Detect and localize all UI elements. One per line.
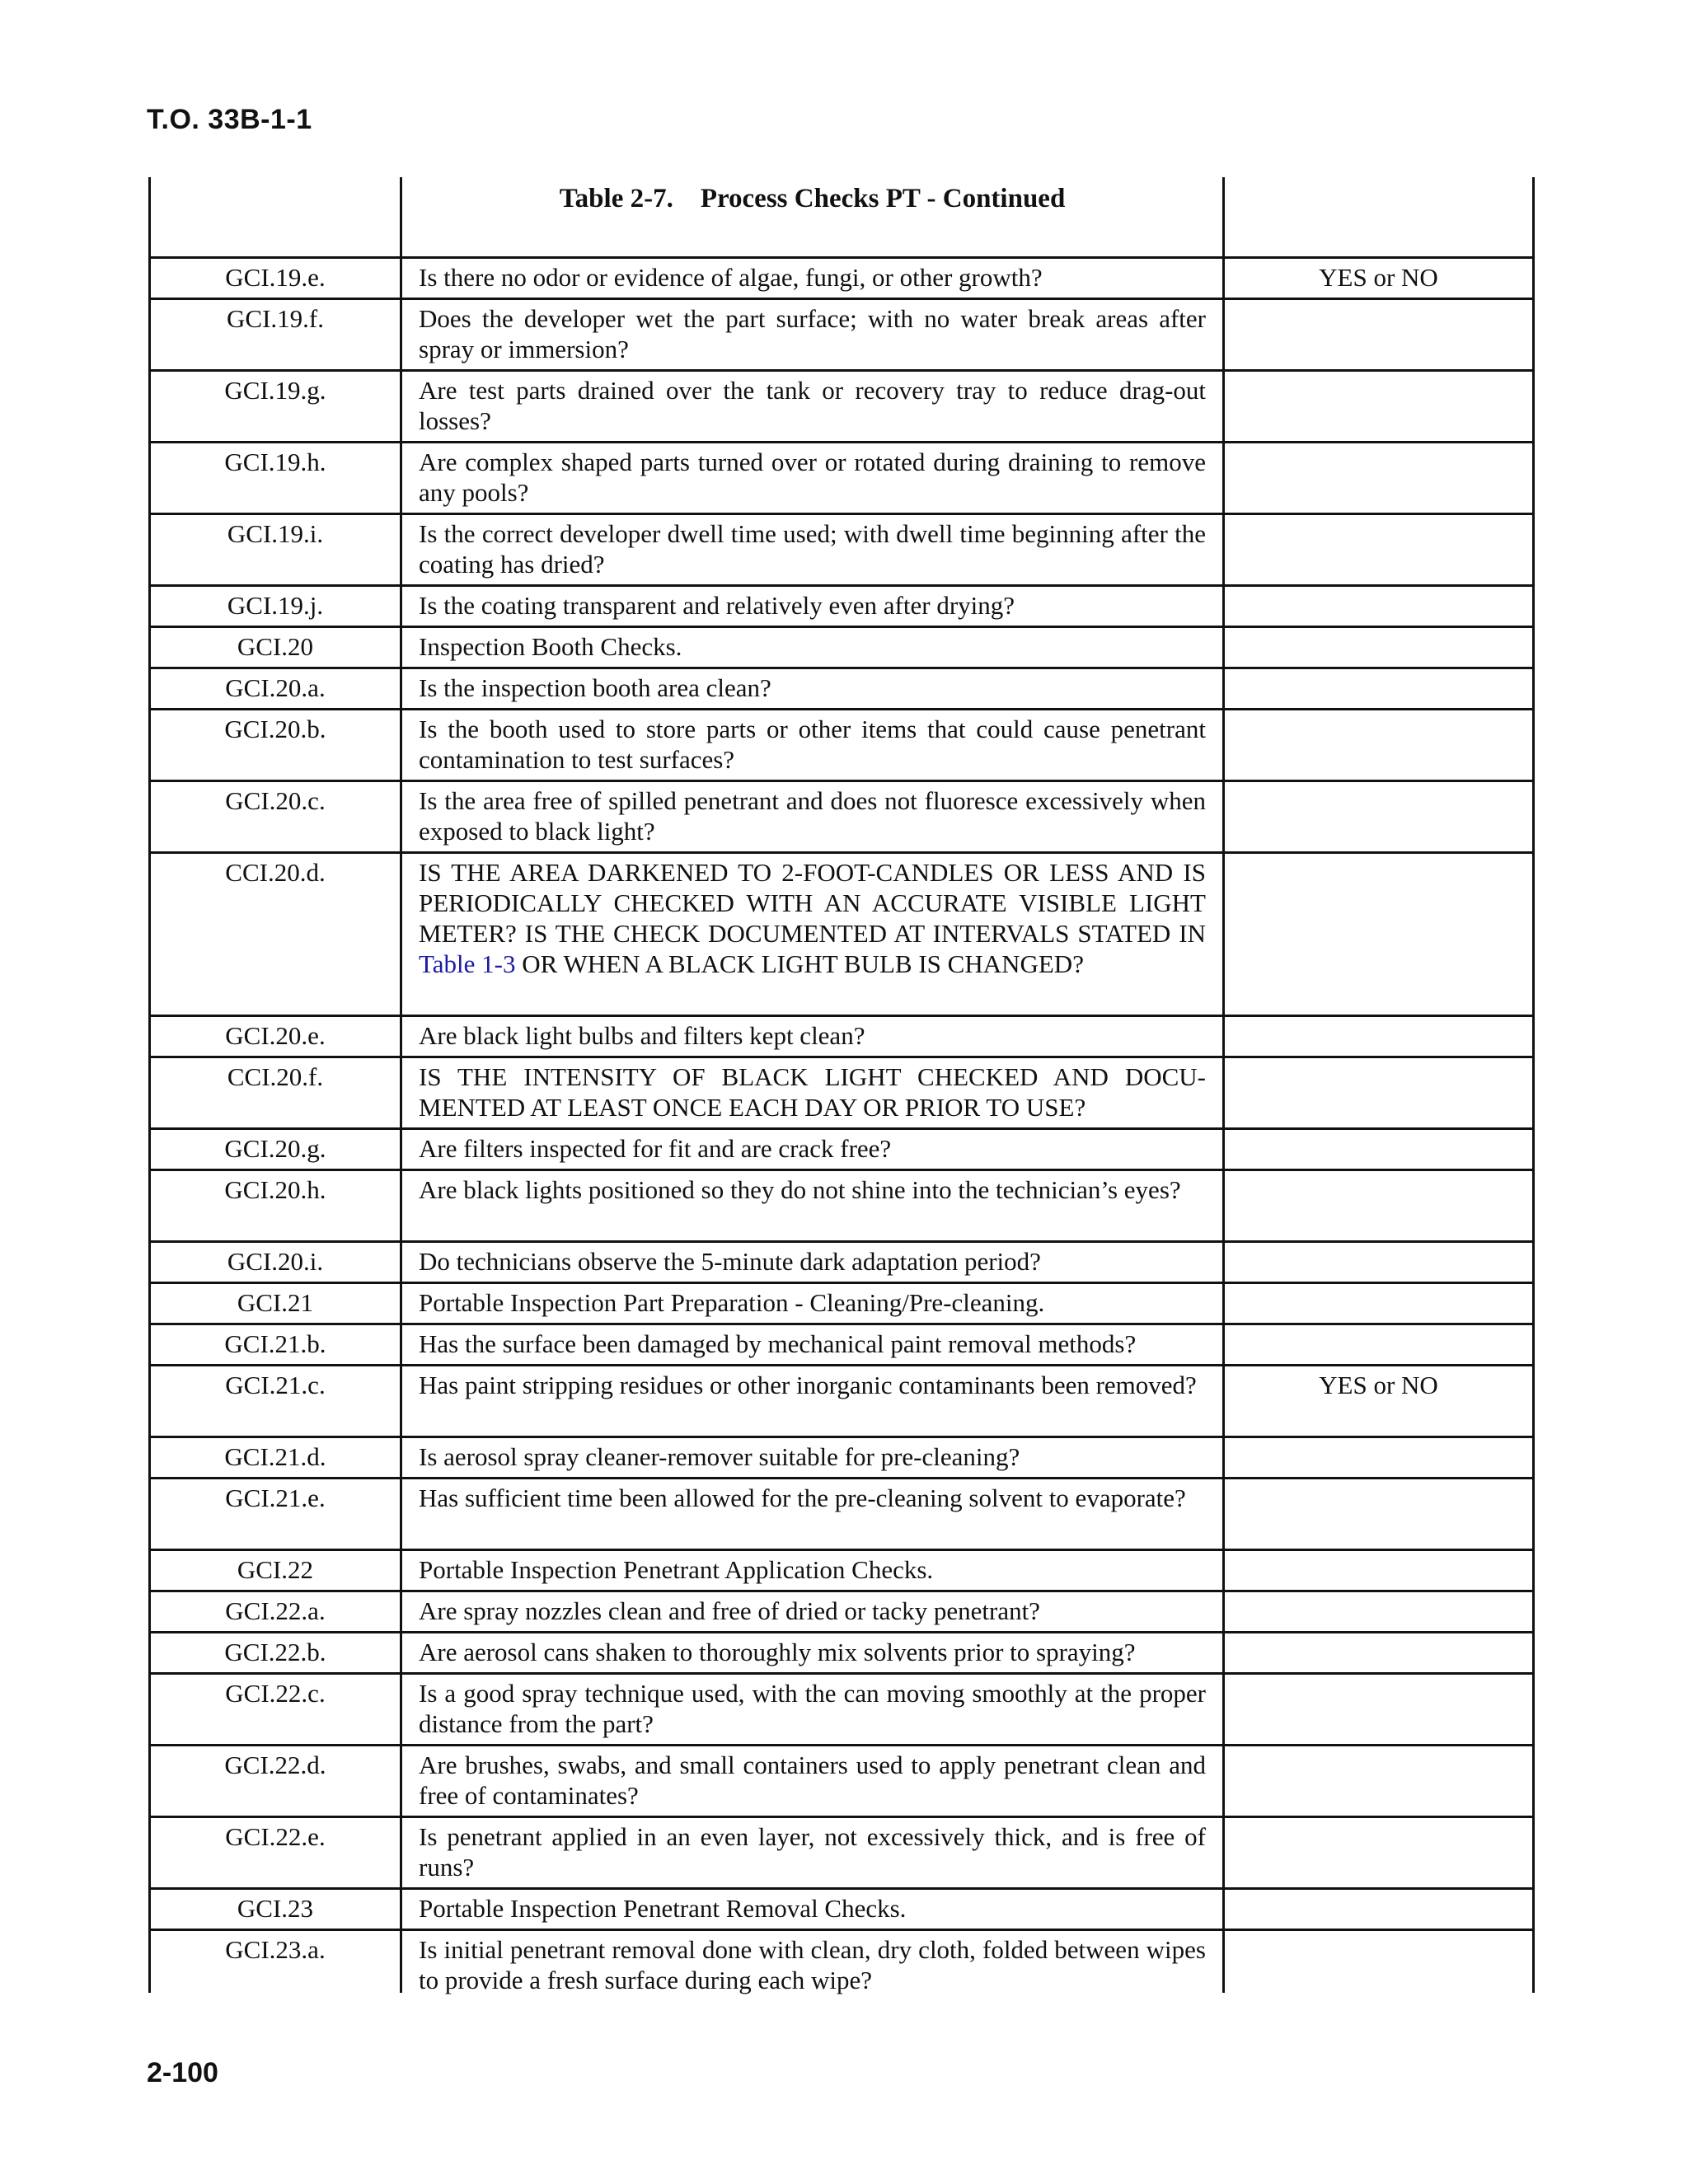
check-code: GCI.22.d. — [151, 1746, 402, 1816]
check-description: Inspection Booth Checks. — [402, 628, 1225, 667]
check-code: GCI.19.h. — [151, 443, 402, 513]
check-code: GCI.21.e. — [151, 1479, 402, 1549]
check-description: Are test parts drained over the tank or recovery tray to reduce drag-out losses? — [402, 372, 1225, 441]
table-row — [151, 1366, 1532, 1438]
table-row — [151, 1171, 1532, 1243]
check-description: Is initial penetrant removal done with clean, dry cloth, folded between wipes to provide a fresh surface during each wipe? — [402, 1931, 1225, 1993]
title-spacer-right — [1225, 177, 1532, 256]
answer-cell — [1225, 1017, 1532, 1056]
answer-cell — [1225, 1890, 1532, 1929]
check-code: GCI.22.b. — [151, 1633, 402, 1672]
table-body — [151, 259, 1532, 1993]
check-code: CCI.20.d. — [151, 854, 402, 1015]
table-row — [151, 1592, 1532, 1633]
check-description: Has paint stripping residues or other inorganic contaminants been removed? — [402, 1366, 1225, 1436]
table-title: Table 2-7. Process Checks PT - Continued — [402, 177, 1225, 256]
table-row — [151, 1931, 1532, 1993]
table-row — [151, 1479, 1532, 1551]
table-row — [151, 587, 1532, 628]
table-row — [151, 1130, 1532, 1171]
check-code: GCI.23 — [151, 1890, 402, 1929]
check-description: Are complex shaped parts turned over or rotated during draining to remove any pools? — [402, 443, 1225, 513]
check-code: CCI.20.f. — [151, 1058, 402, 1127]
table-row — [151, 854, 1532, 1017]
check-code: GCI.23.a. — [151, 1931, 402, 1993]
check-description: Portable Inspection Part Preparation - Cleaning/Pre-cleaning. — [402, 1284, 1225, 1323]
answer-cell — [1225, 300, 1532, 369]
table-row — [151, 1243, 1532, 1284]
check-code: GCI.21.d. — [151, 1438, 402, 1477]
check-description: Is aerosol spray cleaner-remover suitable for pre-cleaning? — [402, 1438, 1225, 1477]
answer-cell — [1225, 669, 1532, 708]
check-description: Is the coating transparent and relatively even after drying? — [402, 587, 1225, 626]
check-code: GCI.21 — [151, 1284, 402, 1323]
check-description — [402, 854, 1225, 1015]
table-row — [151, 372, 1532, 443]
check-code: GCI.19.i. — [151, 515, 402, 584]
table-row — [151, 259, 1532, 300]
title-spacer-left — [151, 177, 402, 256]
answer-cell — [1225, 628, 1532, 667]
check-code: GCI.19.e. — [151, 259, 402, 298]
answer-cell — [1225, 710, 1532, 780]
answer-cell — [1225, 1171, 1532, 1240]
check-description: Is the inspection booth area clean? — [402, 669, 1225, 708]
answer-cell — [1225, 1931, 1532, 1993]
check-code: GCI.21.b. — [151, 1325, 402, 1364]
check-description: Has sufficient time been allowed for the pre-cleaning solvent to evaporate? — [402, 1479, 1225, 1549]
answer-cell — [1225, 1675, 1532, 1744]
check-description: Are brushes, swabs, and small containers used to apply penetrant clean and free of contaminates? — [402, 1746, 1225, 1816]
answer-cell — [1225, 1633, 1532, 1672]
check-description: Are filters inspected for fit and are crack free? — [402, 1130, 1225, 1169]
check-code: GCI.21.c. — [151, 1366, 402, 1436]
answer-cell — [1225, 1130, 1532, 1169]
answer-cell: YES or NO — [1319, 1371, 1438, 1399]
answer-cell — [1225, 1284, 1532, 1323]
table-row — [151, 300, 1532, 372]
answer-cell — [1225, 1325, 1532, 1364]
table-row — [151, 1284, 1532, 1325]
check-description: Portable Inspection Penetrant Application Checks. — [402, 1551, 1225, 1590]
table-row — [151, 1675, 1532, 1746]
answer-cell — [1225, 587, 1532, 626]
answer-cell — [1225, 443, 1532, 513]
check-code: GCI.20.c. — [151, 782, 402, 851]
table-row — [151, 1633, 1532, 1675]
answer-cell — [1225, 854, 1532, 1015]
table-row — [151, 1551, 1532, 1592]
table-row — [151, 782, 1532, 854]
answer-cell — [1225, 1551, 1532, 1590]
table-row — [151, 669, 1532, 710]
table-row — [151, 1017, 1532, 1058]
answer-cell — [1225, 1479, 1532, 1549]
check-description: Is the area free of spilled penetrant and does not fluoresce excessively when exposed to black light? — [402, 782, 1225, 851]
process-checks-table — [148, 177, 1535, 1993]
check-code: GCI.20.h. — [151, 1171, 402, 1240]
answer-cell — [1225, 1438, 1532, 1477]
document-id: T.O. 33B-1-1 — [147, 104, 312, 135]
answer-cell: YES or NO — [1319, 263, 1438, 292]
answer-cell — [1225, 1243, 1532, 1282]
table-title-row — [151, 177, 1532, 259]
description-text: OR WHEN A BLACK LIGHT BULB IS CHANGED? — [515, 949, 1084, 978]
check-description: Are spray nozzles clean and free of dried or tacky penetrant? — [402, 1592, 1225, 1631]
check-description: Portable Inspection Penetrant Removal Checks. — [402, 1890, 1225, 1929]
answer-cell — [1225, 515, 1532, 584]
check-description: Are black lights positioned so they do not shine into the technician’s eyes? — [402, 1171, 1225, 1240]
answer-cell — [1225, 782, 1532, 851]
table-row — [151, 515, 1532, 587]
check-code: GCI.22.c. — [151, 1675, 402, 1744]
table-row — [151, 443, 1532, 515]
check-code: GCI.20.i. — [151, 1243, 402, 1282]
check-description: Does the developer wet the part surface; with no water break areas after spray or immersion? — [402, 300, 1225, 369]
check-description: Are black light bulbs and filters kept clean? — [402, 1017, 1225, 1056]
check-code: GCI.22.a. — [151, 1592, 402, 1631]
check-description: IS THE INTENSITY OF BLACK LIGHT CHECKED AND DOCU-MENTED AT LEAST ONCE EACH DAY OR PRIOR TO USE? — [402, 1058, 1225, 1127]
table-reference-link[interactable]: Table 1-3 — [419, 949, 516, 978]
table-row — [151, 628, 1532, 669]
check-code: GCI.20.e. — [151, 1017, 402, 1056]
check-code: GCI.19.g. — [151, 372, 402, 441]
check-description: Is penetrant applied in an even layer, not excessively thick, and is free of runs? — [402, 1818, 1225, 1887]
check-description: Is a good spray technique used, with the can moving smoothly at the proper distance from the part? — [402, 1675, 1225, 1744]
answer-cell — [1225, 1058, 1532, 1127]
answer-cell — [1225, 1746, 1532, 1816]
check-description: Do technicians observe the 5-minute dark adaptation period? — [402, 1243, 1225, 1282]
table-row — [151, 710, 1532, 782]
table-row — [151, 1325, 1532, 1366]
check-code: GCI.22.e. — [151, 1818, 402, 1887]
check-description: Are aerosol cans shaken to thoroughly mix solvents prior to spraying? — [402, 1633, 1225, 1672]
check-code: GCI.20.b. — [151, 710, 402, 780]
check-code: GCI.20 — [151, 628, 402, 667]
check-code: GCI.22 — [151, 1551, 402, 1590]
table-row — [151, 1890, 1532, 1931]
table-row — [151, 1438, 1532, 1479]
check-code: GCI.19.j. — [151, 587, 402, 626]
check-description: Is the booth used to store parts or other items that could cause penetrant contamination to test surfaces? — [402, 710, 1225, 780]
answer-cell — [1225, 1592, 1532, 1631]
check-code: GCI.20.g. — [151, 1130, 402, 1169]
check-description: Has the surface been damaged by mechanical paint removal methods? — [402, 1325, 1225, 1364]
description-text: IS THE AREA DARKENED TO 2-FOOT-CANDLES OR LESS AND IS PERIODICALLY CHECKED WITH AN ACCURATE VISIBLE LIGHT METER? IS THE CHECK DOCUMENTED AT INTERVALS STATED IN — [419, 858, 1206, 948]
check-description: Is there no odor or evidence of algae, fungi, or other growth? — [402, 259, 1225, 298]
table-row — [151, 1818, 1532, 1890]
check-description: Is the correct developer dwell time used; with dwell time beginning after the coating has dried? — [402, 515, 1225, 584]
table-row — [151, 1746, 1532, 1818]
answer-cell — [1225, 372, 1532, 441]
check-code: GCI.19.f. — [151, 300, 402, 369]
page-number: 2-100 — [147, 2057, 218, 2088]
check-code: GCI.20.a. — [151, 669, 402, 708]
answer-cell — [1225, 1818, 1532, 1887]
table-row — [151, 1058, 1532, 1130]
